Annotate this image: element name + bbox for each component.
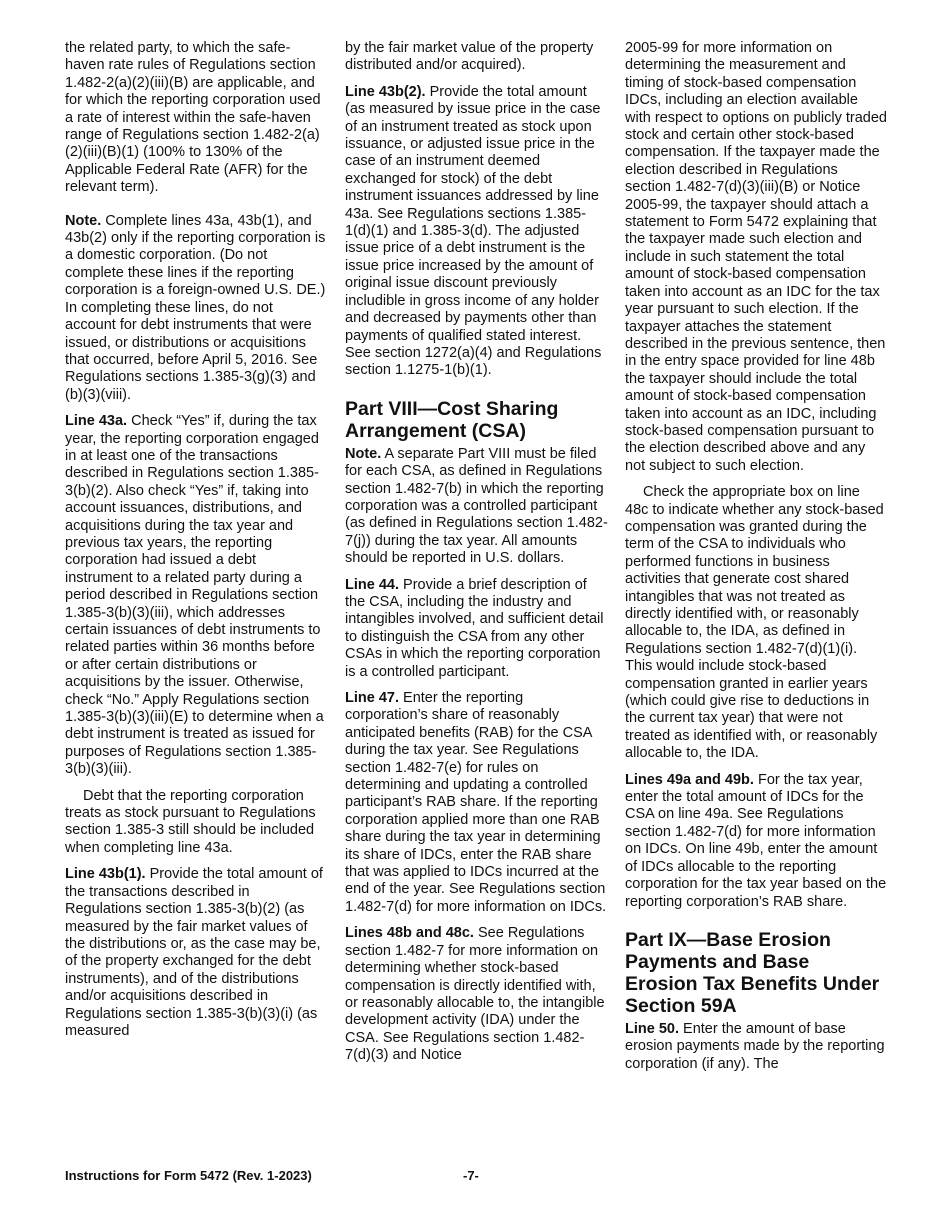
line-43b2-text: Provide the total amount (as measured by issue price in the case of an instrument treated as stock upon issuance, or adjusted issue price in the case of an instrument deemed exchanged for stock) of the debt instrument issuances addressed by line 43a. See Regulations sections 1.385-1(d)(1) and 1.385-3(d). The adjusted issue price of a debt instrument is the issue price increased by the amount of original issue discount previously includible in gross income of any holder and decreased by payments other than payments of qualified stated interest. See section 1272(a)(4) and Regulations section 1.1275-1(b)(1). (345, 83, 602, 379)
note-text: Complete lines 43a, 43b(1), and 43b(2) only if the reporting corporation is a domestic corporation. (Do not complete these lines if the reporting corporation is a foreign-owned U.S. DE.) In completing these lines, do not account for debt instruments that were issued, or distributions or acquisitions that occurred, before April 5, 2016. See Regulations sections 1.385-3(g)(3) and (b)(3)(viii). (65, 212, 326, 403)
line-43b1-label: Line 43b(1). (65, 866, 146, 883)
line-47-label: Line 47. (345, 690, 399, 706)
part-ix-heading: Part IX—Base Erosion Payments and Base Erosion Tax Benefits Under Section 59A (625, 928, 880, 1017)
lines-49-text: For the tax year, enter the total amount of IDCs for the CSA on line 49a. See Regulations section 1.482-7(d) for more information on IDCs. On line 49b, enter the amount of IDCs allocable to the reporting corporation for the tax year based on the reporting corporation’s RAB share. (625, 771, 887, 910)
line-44-label: Line 44. (345, 576, 399, 593)
line-50-label: Line 50. (625, 1020, 679, 1037)
paragraph-debt-stock: Debt that the reporting corporation treats as stock pursuant to Regulations section 1.385-3 still should be included when completing line 43a. (65, 787, 316, 856)
paragraph-line-48c-check: Check the appropriate box on line 48c to indicate whether any stock-based compensation was granted during the term of the CSA to individuals who performed functions in business activities that generate cost shared intangibles that was not treated as directly identified with, or reasonably allocable to, the IDA, as defined in Regulations section 1.482-7(d)(1)(i). This would include stock-based compensation granted in earlier years (which could give rise to deductions in the current tax year) that were not treated as identified with, or reasonably allocable to, the IDA. (625, 484, 884, 762)
line-47-text: Enter the reporting corporation’s share of reasonably anticipated benefits (RAB) for the CSA during the tax year. See Regulations section 1.482-7(e) for rules on determining and updating a controlled participant’s RAB share. If the reporting corporation applied more than one RAB share during the tax year in determining its share of IDCs, enter the RAB share that was applied to IDCs incurred at the end of the year. See Regulations section 1.482-7(d) for more information on IDCs. (345, 690, 607, 915)
part-viii-note-text: A separate Part VIII must be filed for each CSA, as defined in Regulations section 1.482-7(b) in which the reporting corporation was a controlled participant (as defined in Regulations section 1.482-7(j)) during the tax year. All amounts should be reported in U.S. dollars. (345, 445, 608, 567)
footer-form-title: Instructions for Form 5472 (Rev. 1-2023) (65, 1168, 312, 1183)
column-middle (345, 40, 609, 1065)
column-right (625, 40, 887, 1073)
line-43a-text: Check “Yes” if, during the tax year, the reporting corporation engaged in at least one of the transactions described in Regulations section 1.385-3(b)(2). Also check “Yes” if, taking into account issuances, distributions, and acquisitions during the tax year and previous tax years, the reporting corporation had issued a debt instrument to a related party during a period described in Regulations section 1.385-3(b)(3)(iii), which addresses certain issuances of debt instruments to related parties within 36 months before or after certain distributions or acquisitions by the issuer. Otherwise, check “No.” Apply Regulations section 1.385-3(b)(3)(iii)(E) to determine when a debt instrument is treated as issued for purposes of Regulations section 1.385-3(b)(3)(iii). (65, 413, 324, 778)
line-43b2-label: Line 43b(2). (345, 83, 426, 100)
note-label: Note. (65, 212, 102, 229)
paragraph-part-viii-note (345, 446, 609, 568)
line-43a-label: Line 43a. (65, 413, 128, 430)
paragraph-line-43b2 (345, 84, 609, 380)
line-44-text: Provide a brief description of the CSA, including the industry and intangibles involved, and sufficient detail to distinguish the CSA from any other CSAs in which the reporting corporation is a controlled participant. (345, 576, 604, 680)
part-viii-note-label: Note. (345, 445, 382, 462)
paragraph-line-43b1 (65, 866, 327, 1040)
paragraph-fmv-continued: by the fair market value of the property distributed and/or acquired). (345, 40, 594, 74)
lines-48-text: See Regulations section 1.482-7 for more information on determining whether stock-based compensation is directly identified with, or reasonably allocable to, the intangible development activity (IDA) under the CSA. See Regulations section 1.482-7(d)(3) and Notice (345, 925, 605, 1064)
lines-48-label: Lines 48b and 48c. (345, 925, 474, 942)
part-viii-heading: Part VIII—Cost Sharing Arrangement (CSA) (345, 397, 559, 442)
line-50-text: Enter the amount of base erosion payments made by the reporting corporation (if any). The (625, 1020, 885, 1072)
lines-49-label: Lines 49a and 49b. (625, 771, 754, 788)
paragraph-line-44 (345, 577, 609, 681)
paragraph-note (65, 213, 327, 404)
paragraph-safe-haven: the related party, to which the safe-haven rate rules of Regulations section 1.482-2(a)(2)(iii)(B) are applicable, and for which the reporting corporation used a rate of interest within the safe-haven range of Regulations section 1.482-2(a)(2)(iii)(B)(1) (100% to 130% of the Applicable Federal Rate (AFR) for the relevant term). (65, 40, 321, 196)
paragraph-line-43a (65, 413, 327, 779)
paragraph-notice-2005-99: 2005-99 for more information on determining the measurement and timing of stock-based compensation IDCs, including an election available with respect to options on publicly traded stock and certain other stock-based compensation. If the taxpayer made the election described in Regulations section 1.482-7(d)(3)(iii)(B) or Notice 2005-99, the taxpayer should attach a statement to Form 5472 explaining that the taxpayer made such election and include in such statement the total amount of stock-based compensation taken into account as an IDC for the tax year pursuant to such election. If the taxpayer attaches the statement described in the previous sentence, then in the entry space provided for line 48b the taxpayer should include the total amount of stock-based compensation taken into account as an IDC, including stock-based compensation pursuant to the election described above and any not subject to such election. (625, 40, 887, 474)
paragraph-lines-48b-48c (345, 925, 609, 1064)
paragraph-line-50 (625, 1021, 887, 1073)
footer-page-number: -7- (463, 1168, 479, 1183)
line-43b1-text: Provide the total amount of the transactions described in Regulations section 1.385-3(b)(2) (as measured by the fair market values of the distributions or, as the case may be, of the property exchanged for the debt instruments), and of the distributions and/or acquisitions described in Regulations section 1.385-3(b)(3)(i) (as measured (65, 866, 323, 1039)
paragraph-line-47 (345, 690, 609, 916)
column-left (65, 40, 327, 1040)
paragraph-lines-49a-49b (625, 772, 887, 911)
